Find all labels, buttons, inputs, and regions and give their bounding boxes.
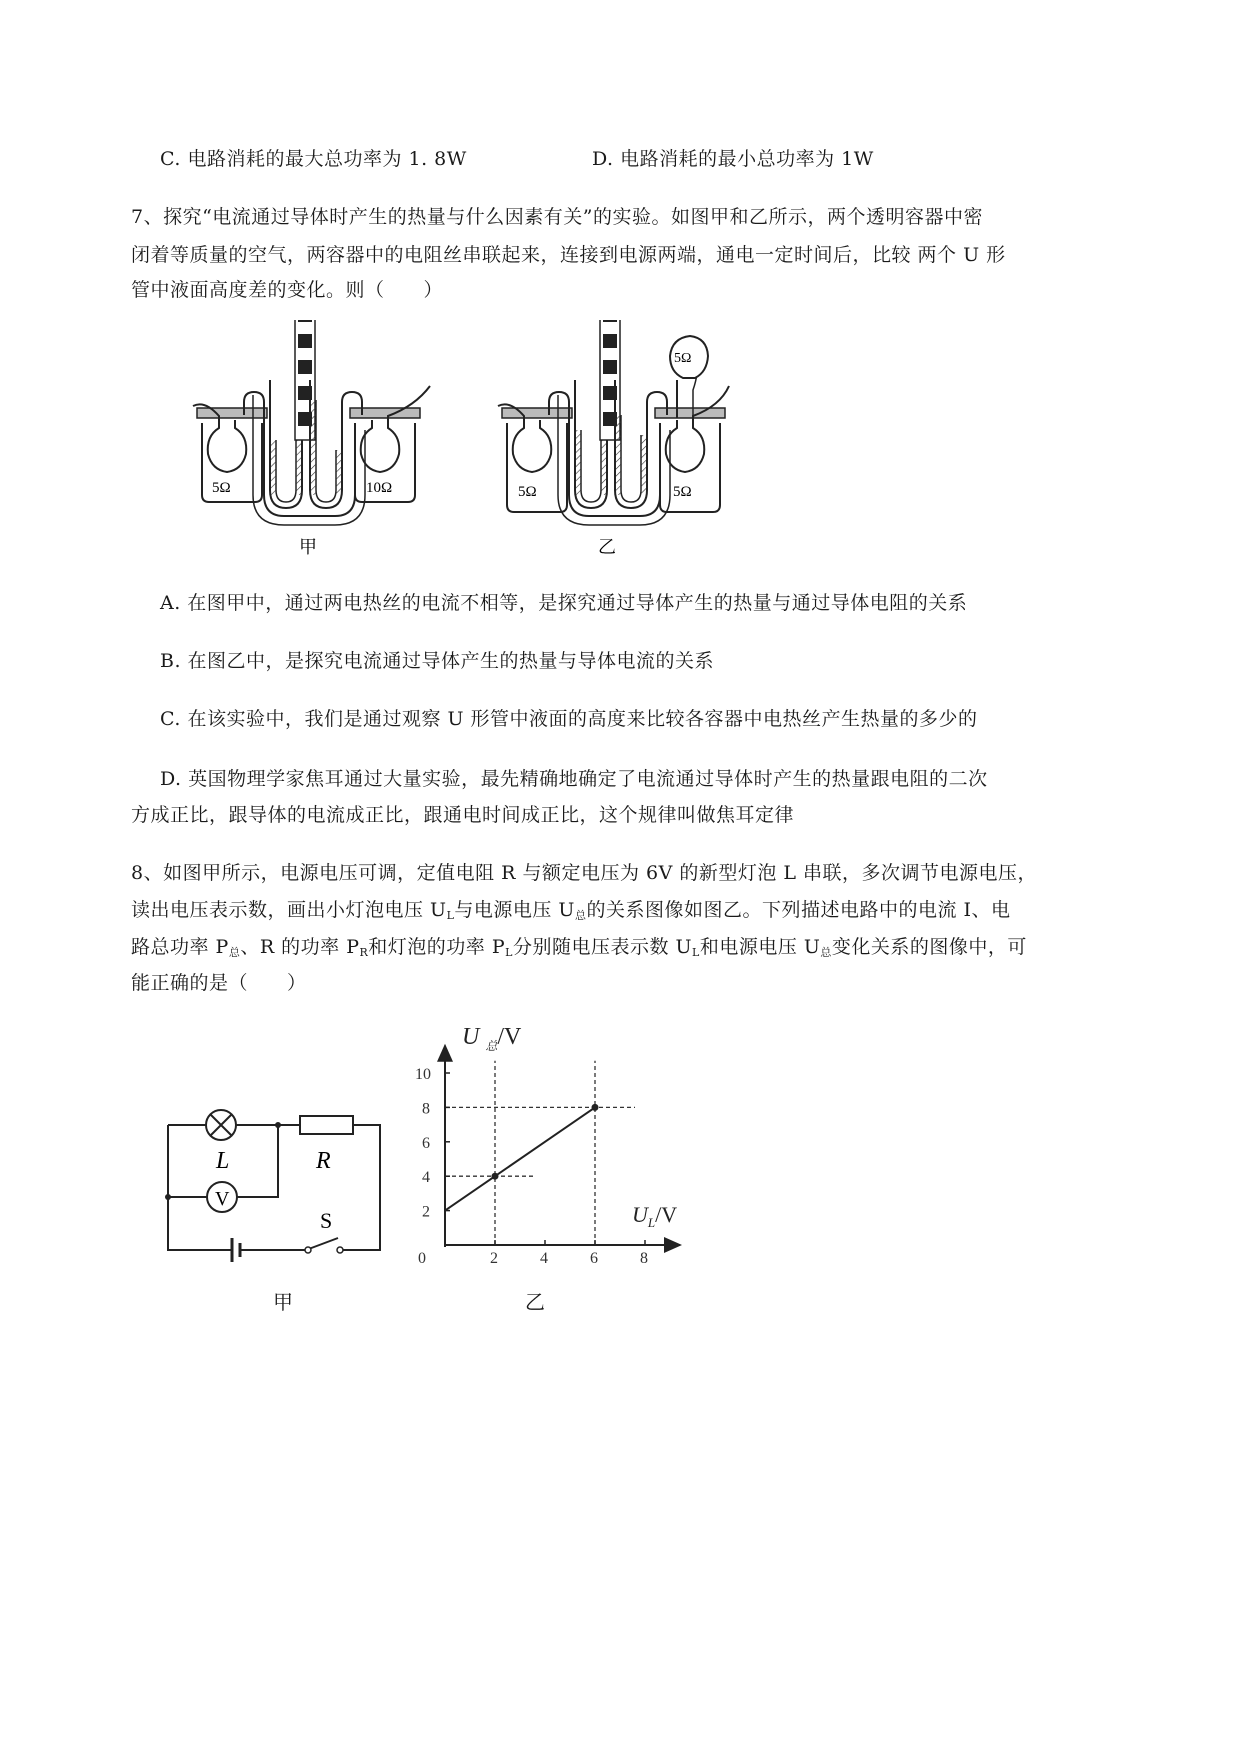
y-tick-label-10: 10 — [415, 1066, 431, 1083]
q7-option-d-line-2: 方成正比，跟导体的电流成正比，跟通电时间成正比，这个规律叫做焦耳定律 — [131, 804, 795, 826]
y-axis-label: U $_总$/V — [462, 1024, 522, 1053]
q7-stem-line-2: 闭着等质量的空气，两容器中的电阻丝串联起来，连接到电源两端，通电一定时间后，比较 两个 U 形 — [131, 244, 1006, 266]
circuit-caption: 甲 — [273, 1290, 293, 1314]
x-tick-label-8: 8 — [640, 1250, 648, 1267]
q7-figure — [0, 320, 1241, 580]
q8-stem-line-1: 8、如图甲所示，电源电压可调，定值电阻 R 与额定电压为 6V 的新型灯泡 L 串联，多次调节电源电压， — [131, 862, 1038, 884]
y-tick-label-2: 2 — [422, 1203, 430, 1221]
q7-stem-line-1: 7、探究“电流通过导体时产生的热量与什么因素有关”的实验。如图甲和乙所示，两个透明容器中密 — [131, 206, 984, 228]
yi-right-resistor-label: 5Ω — [673, 484, 692, 500]
yi-left-resistor-label: 5Ω — [518, 484, 537, 500]
q7-option-c: C. 在该实验中，我们是通过观察 U 形管中液面的高度来比较各容器中电热丝产生热量的多少的 — [160, 708, 978, 730]
apparatus-yi — [498, 320, 729, 557]
q8-stem-line-3: 路总功率 $P_总$、R 的功率 $P_R$和灯泡的功率 $P_L$分别随电压表示数 $U_L$和电源电压 $U_总$变化关系的图像中，可 — [131, 936, 1027, 959]
circuit-switch-label: S — [320, 1208, 333, 1233]
x-tick-label-6: 6 — [590, 1250, 598, 1267]
yi-caption: 乙 — [598, 537, 616, 557]
q7-stem-line-3: 管中液面高度差的变化。则（ ） — [131, 279, 444, 301]
q7-option-a: A. 在图甲中，通过两电热丝的电流不相等，是探究通过导体产生的热量与通过导体电阻的关系 — [160, 592, 968, 614]
graph-caption: 乙 — [525, 1290, 545, 1314]
q7-option-d-line-1: D. 英国物理学家焦耳通过大量实验，最先精确地确定了电流通过导体时产生的热量跟电阻的二次 — [160, 768, 988, 790]
apparatus-jia — [193, 320, 430, 557]
q8-circuit-diagram — [150, 1100, 410, 1300]
jia-left-resistor-label: 5Ω — [212, 480, 231, 496]
data-point-0 — [492, 1173, 499, 1180]
circuit-resistor-label: R — [316, 1148, 331, 1174]
circuit-voltmeter-label: V — [215, 1188, 230, 1210]
yi-outside-resistor-label: 5Ω — [674, 351, 692, 366]
q6-option-c: C. 电路消耗的最大总功率为 1. 8W — [160, 148, 467, 170]
x-tick-label-2: 2 — [490, 1250, 498, 1267]
jia-right-resistor-label: 10Ω — [366, 480, 393, 496]
jia-caption: 甲 — [299, 537, 317, 557]
q8-stem-line-2: 读出电压表示数，画出小灯泡电压 $U_L$与电源电压 $U_总$的关系图像如图乙。下列描述电路中的电流 I、电 — [131, 899, 1011, 922]
q6-option-d: D. 电路消耗的最小总功率为 1W — [592, 148, 874, 170]
y-tick-label-4: 4 — [422, 1169, 430, 1187]
x-axis-label: $U_L/V$ — [632, 1202, 678, 1230]
y-tick-label-6: 6 — [422, 1134, 430, 1152]
q8-graph — [410, 1010, 710, 1280]
series-line — [445, 1107, 595, 1210]
circuit-lamp-label: L — [216, 1148, 230, 1174]
y-tick-label-8: 8 — [422, 1100, 430, 1118]
origin-label: 0 — [418, 1250, 426, 1267]
data-point-1 — [592, 1104, 599, 1111]
q8-stem-line-4: 能正确的是（ ） — [131, 972, 307, 994]
x-tick-label-4: 4 — [540, 1250, 548, 1267]
q7-option-b: B. 在图乙中，是探究电流通过导体产生的热量与导体电流的关系 — [160, 650, 715, 672]
